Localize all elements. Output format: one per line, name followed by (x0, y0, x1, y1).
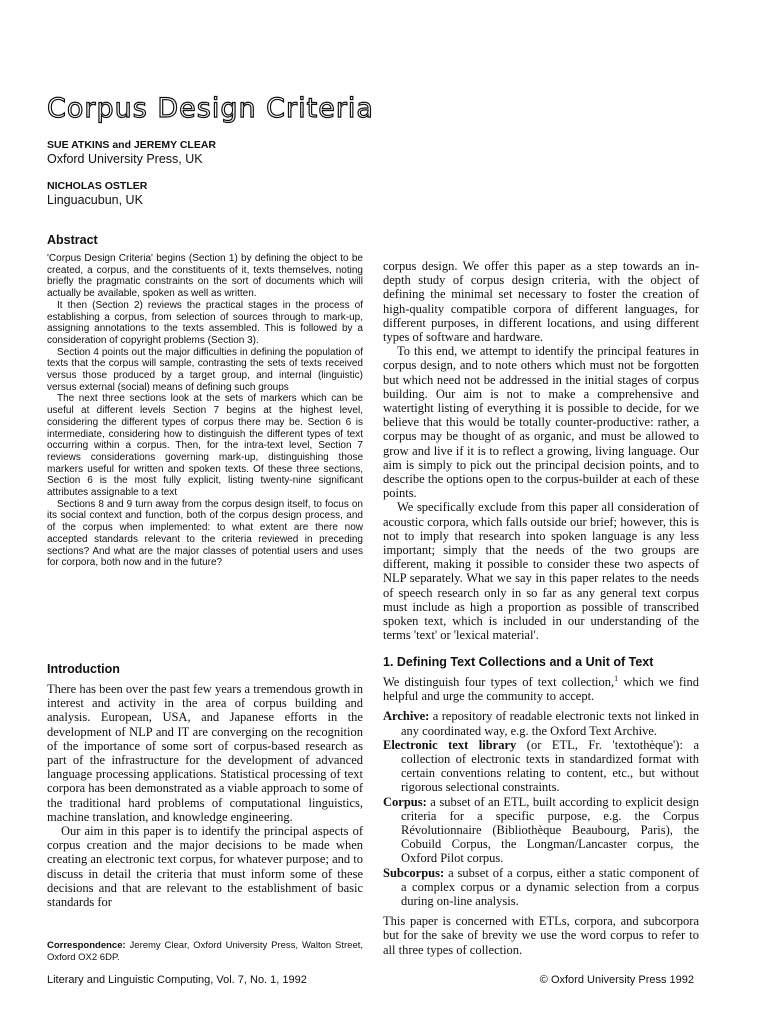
correspondence-address: Jeremy Clear, Oxford University Press, Walton Street, Oxford OX2 6DP. (47, 940, 364, 963)
abstract-paragraph: The next three sections look at the sets of markers which can be useful at different levels Section 7 begins at the highest level, considering the different types of corpus there may be. Section 6 is intermediate, considering how to distinguish the different types of text occurring within a corpus. Then, for the intra-text level, Section 7 reviews considerations governing mark-up, distinguishing those markers useful for written and spoken texts. Of these three sections, Section 6 is the most fully explicit, listing twenty-nine significant attributes assignable to a text (47, 393, 363, 499)
section-1-intro (383, 675, 699, 703)
definition-item (383, 795, 699, 866)
definition-term: Archive: (383, 709, 430, 724)
right-column-body (383, 259, 699, 642)
body-paragraph: To this end, we attempt to identify the principal features in corpus design, and to note others which must not be forgotten but which need not be addressed in the initial stages of corpus building. Our aim is not to make a comprehensive and watertight listing of everything it is possible to decide, for we believe that this would be totally counter-productive: rather, a corpus may be thought of as organic, and must be allowed to grow and live if it is to reflect a growing, living language. Our aim is simply to pick out the principal decision points, and to describe the options open to the corpus-builder at each of these points. (383, 344, 699, 501)
author-names: SUE ATKINS and JEREMY CLEAR (47, 139, 216, 151)
introduction-paragraph: Our aim in this paper is to identify the principal aspects of corpus creation and the major decisions to be made when creating an electronic text corpus, for whatever purpose; and to discuss in detail the criteria that must inform some of these decisions and that are relevant to the establishment of basic standards for (47, 824, 363, 910)
introduction-heading: Introduction (47, 662, 120, 676)
definition-text: a repository of readable electronic texts not linked in any coordinated way, e.g. the Oxford Text Archive. (401, 709, 699, 738)
definition-item (383, 738, 699, 795)
abstract-section (47, 233, 363, 569)
author-list (47, 138, 387, 220)
abstract-paragraph: Section 4 points out the major difficulties in defining the population of texts that the corpus will sample, contrasting the sets of texts received versus those produced by a target group, and internal (linguistic) versus external (social) means of defining such groups (47, 346, 363, 393)
definition-item (383, 866, 699, 909)
section-1-intro-text-end: which we find helpful and urge the community to accept. (383, 675, 699, 704)
introduction-paragraph: There has been over the past few years a tremendous growth in interest and activity in the area of corpus building and analysis. European, USA, and Japanese efforts in the development of NLP and IT are converging on the recognition of the importance of some sort of corpus-based research as part of the infrastructure for the development of advanced language processing applications. Statistical processing of text corpora has been demonstrated as a viable approach to some of the traditional hard problems of computational linguistics, machine translation, and knowledge engineering. (47, 682, 363, 824)
copyright-notice: © Oxford University Press 1992 (539, 974, 694, 986)
section-1-heading: 1. Defining Text Collections and a Unit of Text (383, 655, 654, 669)
abstract-paragraph: 'Corpus Design Criteria' begins (Section 1) by defining the object to be created, a corpus, and the constituents of it, texts themselves, noting briefly the pragmatic constraints on the sort of documents which will actually be available, spoken as well as written. (47, 253, 363, 300)
definition-term: Corpus: (383, 794, 427, 809)
definition-term: Electronic text library (383, 737, 517, 752)
correspondence-note (47, 940, 363, 963)
journal-citation: Literary and Linguistic Computing, Vol. 7, No. 1, 1992 (47, 974, 307, 986)
definition-item (383, 709, 699, 737)
author-block (47, 138, 387, 167)
author-affiliation: Linguacubun, UK (47, 193, 143, 207)
abstract-paragraph: Sections 8 and 9 turn away from the corpus design itself, to focus on its social context and function, both of the corpus design process, and of the corpus when implemented: to what extent are there now accepted standards relevant to the criteria reviewed in preceding sections? And what are the major classes of potential users and uses for corpora, both now and in the future? (47, 498, 363, 569)
footnote-marker[interactable]: 1 (614, 673, 619, 683)
author-names: NICHOLAS OSTLER (47, 180, 148, 192)
definition-list (383, 709, 699, 908)
abstract-heading: Abstract (47, 233, 98, 247)
abstract-paragraph: It then (Section 2) reviews the practical stages in the process of establishing a corpus, from selection of sources through to mark-up, assigning annotations to the texts assembled. This is followed by a consideration of copyright problems (Section 3). (47, 299, 363, 346)
author-block (47, 179, 387, 208)
section-1-closing: This paper is concerned with ETLs, corpora, and subcorpora but for the sake of brevity we use the word corpus to refer to all three types of collection. (383, 914, 699, 957)
definition-term: Subcorpus: (383, 865, 445, 880)
definition-text: (or ETL, Fr. 'textothèque'): a collection of electronic texts in standardized format with certain conventions relating to content, etc., but without rigorous selectional constraints. (401, 737, 699, 795)
definition-text: a subset of an ETL, built according to explicit design criteria for a specific purpose, e.g. the Corpus Révolutionnaire (Bibliothèque Beaubourg, Paris), the Cobuild Corpus, the Longman/Lancaster corpus, the Oxford Pilot corpus. (401, 794, 699, 866)
author-affiliation: Oxford University Press, UK (47, 152, 203, 166)
introduction-section (47, 662, 363, 909)
section-1 (383, 655, 699, 957)
body-paragraph: We specifically exclude from this paper all consideration of acoustic corpora, which falls outside our brief; however, this is not to imply that research into spoken language is any less important; simply that the needs of the two groups are different, making it possible to consider these two aspects of NLP separately. What we say in this paper relates to the needs of speech research only in so far as any general text corpus must include as high a proportion as possible of transcribed spoken text, which is included in our understanding of the terms 'text' or 'lexical material'. (383, 500, 699, 643)
section-1-intro-text: We distinguish four types of text collection, (383, 675, 615, 689)
definition-text: a subset of a corpus, either a static component of a complex corpus or a dynamic selection from a corpus during on-line analysis. (401, 865, 699, 909)
paper-title: Corpus Design Criteria (47, 93, 374, 124)
body-paragraph: corpus design. We offer this paper as a step towards an in-depth study of corpus design criteria, with the object of defining the minimal set necessary to foster the creation of high-quality compatible corpora of different languages, for different purposes, in different locations, and using different types of software and hardware. (383, 259, 699, 345)
correspondence-label: Correspondence: (47, 940, 126, 951)
